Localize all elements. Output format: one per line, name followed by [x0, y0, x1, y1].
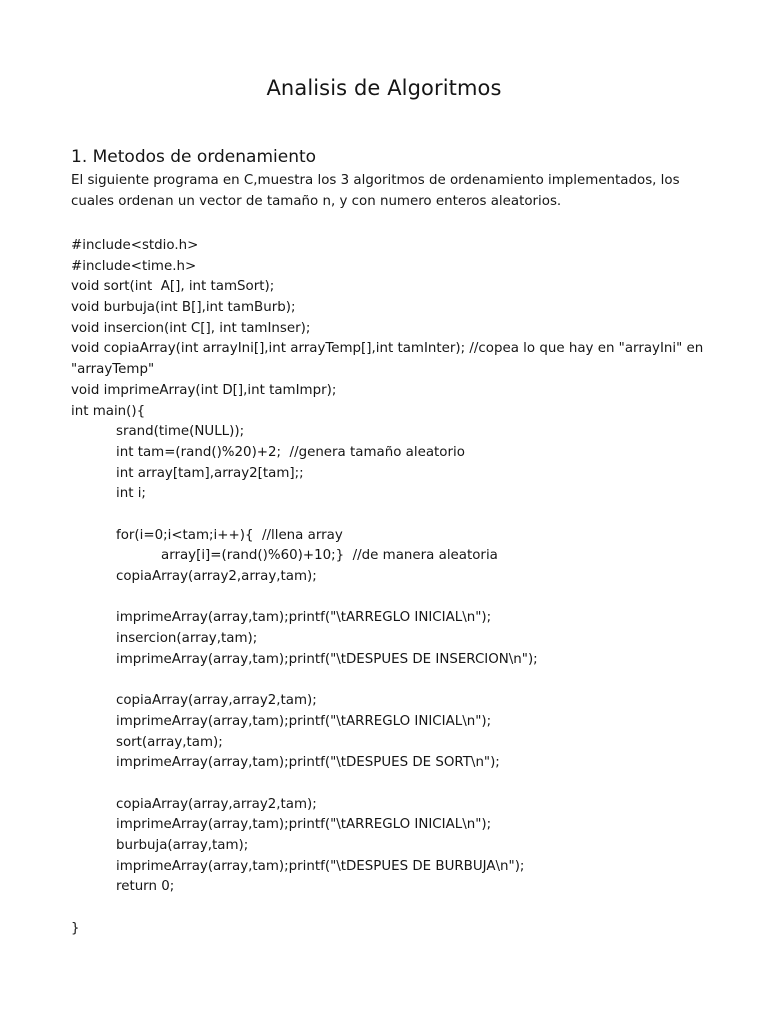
- code-line: insercion(array,tam);: [116, 631, 258, 647]
- code-line: imprimeArray(array,tam);printf("\tARREGLO INICIAL\n");: [116, 610, 492, 626]
- code-line: void burbuja(int B[],int tamBurb);: [71, 300, 296, 316]
- code-line: imprimeArray(array,tam);printf("\tDESPUES DE SORT\n");: [116, 755, 500, 771]
- code-line: void copiaArray(int arrayIni[],int arrayTemp[],int tamInter); //copea lo que hay en "arrayIni" en: [71, 341, 704, 357]
- document-title: Analisis de Algoritmos: [266, 76, 502, 100]
- code-line: #include<time.h>: [71, 258, 197, 274]
- code-line: [71, 670, 711, 691]
- code-line: sort(array,tam);: [116, 734, 223, 750]
- code-line: return 0;: [116, 879, 175, 895]
- code-line: imprimeArray(array,tam);printf("\tARREGLO INICIAL\n");: [116, 817, 492, 833]
- code-line: }: [71, 920, 80, 936]
- code-line: array[i]=(rand()%60)+10;} //de manera aleatoria: [161, 548, 498, 564]
- code-line: int main(){: [71, 403, 146, 419]
- code-line: copiaArray(array,array2,tam);: [116, 796, 317, 812]
- code-line: #include<stdio.h>: [71, 238, 199, 253]
- code-line: [71, 588, 711, 609]
- code-line: void insercion(int C[], int tamInser);: [71, 320, 311, 336]
- intro-line: cuales ordenan un vector de tamaño n, y con numero enteros aleatorios.: [71, 193, 562, 209]
- code-line: [71, 505, 711, 526]
- code-line: [71, 898, 711, 919]
- code-line: copiaArray(array,array2,tam);: [116, 693, 317, 709]
- intro-line: El siguiente programa en C,muestra los 3 algoritmos de ordenamiento implementados, los: [71, 173, 680, 188]
- intro-paragraph: [71, 171, 711, 212]
- code-line: imprimeArray(array,tam);printf("\tARREGLO INICIAL\n");: [116, 713, 492, 729]
- code-line: void sort(int A[], int tamSort);: [71, 279, 275, 295]
- code-line: int i;: [116, 486, 146, 502]
- code-line: [71, 774, 711, 795]
- section-heading: 1. Metodos de ordenamiento: [71, 147, 317, 167]
- code-listing: [71, 236, 711, 939]
- code-line: imprimeArray(array,tam);printf("\tDESPUES DE INSERCION\n");: [116, 651, 538, 667]
- code-line: for(i=0;i<tam;i++){ //llena array: [116, 527, 343, 543]
- code-line: int array[tam],array2[tam];;: [116, 465, 304, 481]
- code-line: int tam=(rand()%20)+2; //genera tamaño aleatorio: [116, 444, 465, 460]
- code-line: "arrayTemp": [71, 362, 155, 378]
- code-line: imprimeArray(array,tam);printf("\tDESPUES DE BURBUJA\n");: [116, 858, 525, 874]
- code-line: void imprimeArray(int D[],int tamImpr);: [71, 382, 337, 398]
- code-line: copiaArray(array2,array,tam);: [116, 569, 317, 584]
- code-line: srand(time(NULL));: [116, 424, 245, 440]
- code-line: burbuja(array,tam);: [116, 837, 249, 853]
